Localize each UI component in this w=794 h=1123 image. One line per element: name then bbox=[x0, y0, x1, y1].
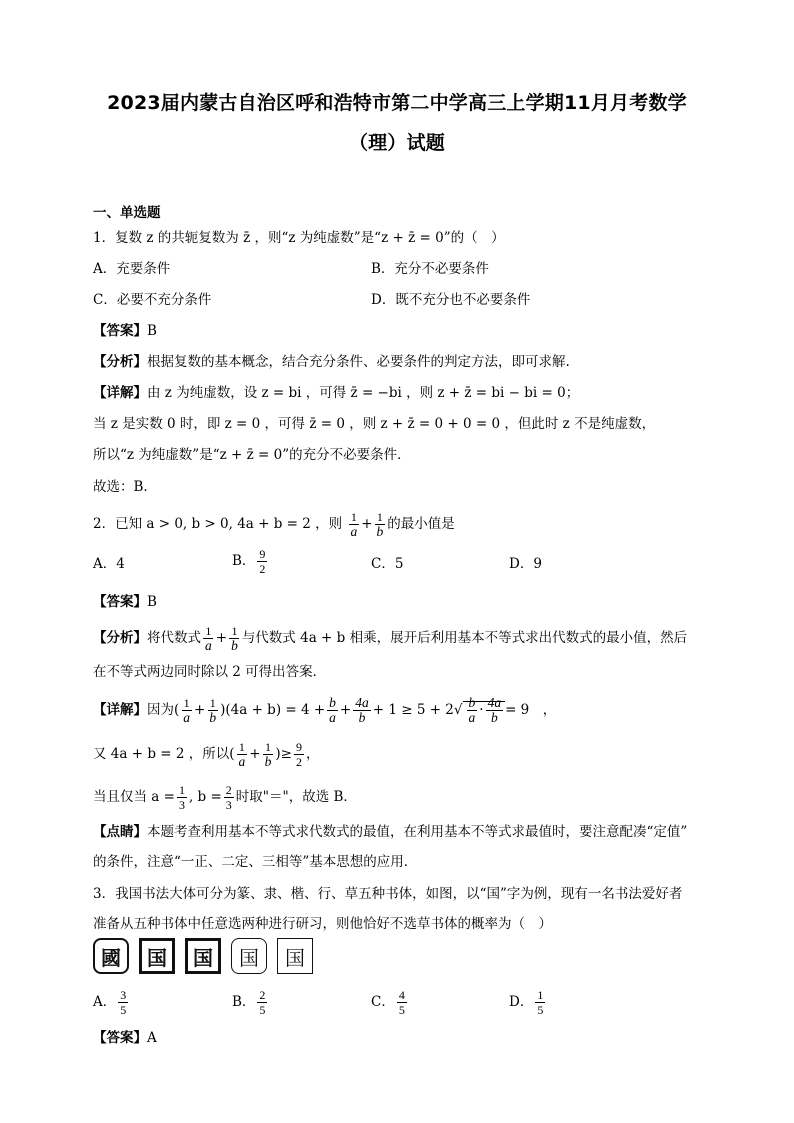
detail2-text-a: 又 4a + b = 2 ，所以 bbox=[93, 746, 230, 762]
q2-option-a: A．4 bbox=[93, 556, 125, 572]
fraction-1-over-3: $\frac{1}{3}$ bbox=[178, 783, 185, 812]
answer-tag: 【答案】 bbox=[93, 594, 147, 610]
q3-option-d bbox=[509, 988, 547, 1017]
q2-option-c: C．5 bbox=[371, 556, 404, 572]
q1-option-a: A．充要条件 bbox=[93, 261, 171, 277]
detail3-text-a: 当且仅当 a = bbox=[93, 789, 175, 805]
seal-script-glyph: 國 bbox=[93, 938, 129, 974]
fraction-4a-over-b: $\frac{4a}{b}$ bbox=[355, 695, 369, 725]
exam-title-line1: 2023届内蒙古自治区呼和浩特市第二中学高三上学期11月月考数学 bbox=[107, 92, 687, 114]
q3-answer bbox=[93, 1028, 157, 1048]
cursive-script-glyph: 国 bbox=[277, 938, 313, 974]
calligraphy-glyph-row bbox=[93, 938, 313, 974]
detail-text-c: + 1 ≥ 5 + 2 bbox=[372, 702, 454, 718]
q3-option-d-den: 5 bbox=[537, 1003, 544, 1017]
clerical-script-glyph: 国 bbox=[139, 938, 175, 974]
q3-option-c-label: C． bbox=[371, 994, 395, 1010]
detail-text: 由 z 为纯虚数，设 z = bi ，可得 z̄ = −bi ，则 z + z̄ = bi − bi = 0； bbox=[147, 385, 580, 401]
detail-text-b: (4a + b) = 4 + bbox=[225, 702, 326, 718]
analysis-tag: 【分析】 bbox=[93, 354, 147, 370]
fraction-2-over-3: $\frac{2}{3}$ bbox=[225, 783, 232, 812]
fraction-1-over-a: $\frac{1}{a}$ bbox=[350, 510, 358, 539]
fraction-1-over-a: $\frac{1}{a}$ bbox=[205, 624, 212, 653]
q1-option-c: C．必要不充分条件 bbox=[93, 292, 212, 308]
q2-detail-1: 【详解】因为( $\frac{1}{a}$ + $\frac{1}{b}$ )(4a + b) = 4 + $\frac{b}{a}$ + $\frac{4a}{b}$ + 1 ≥ 5 + 2√ $\frac{b}{a}$ · $\frac{4a}{b}$ = 9 ， bbox=[93, 695, 557, 725]
q1-option-d: D．既不充分也不必要条件 bbox=[371, 292, 531, 308]
fraction-1-over-b: $\frac{1}{b}$ bbox=[209, 696, 217, 725]
fraction-1-over-b: $\frac{1}{b}$ bbox=[376, 510, 384, 539]
q2-stem: 2．已知 a > 0, b > 0, 4a + b = 2 ，则 $\frac{1}{a}$ + $\frac{1}{b}$ 的最小值是 bbox=[93, 510, 455, 539]
q2-option-b bbox=[232, 547, 269, 576]
fraction-1-over-b: $\frac{1}{b}$ bbox=[231, 624, 238, 653]
q2-stem-b: 的最小值是 bbox=[387, 516, 455, 532]
q1-analysis bbox=[93, 352, 570, 372]
q3-option-d-label: D． bbox=[509, 994, 534, 1010]
section-heading: 一、单选题 bbox=[93, 205, 161, 221]
sqrt-body: $\frac{b}{a}$ · $\frac{4a}{b}$ bbox=[463, 701, 506, 718]
q1-detail-1 bbox=[93, 383, 579, 403]
comment-tag: 【点睛】 bbox=[93, 824, 147, 840]
q2-comment-1 bbox=[93, 822, 687, 842]
analysis-tag: 【分析】 bbox=[93, 630, 147, 646]
detail-tag: 【详解】 bbox=[93, 385, 147, 401]
q2-analysis-2: 在不等式两边同时除以 2 可得出答案． bbox=[93, 664, 327, 680]
q3-option-c-den: 5 bbox=[398, 1003, 405, 1017]
q1-option-b: B．充分不必要条件 bbox=[371, 261, 489, 277]
analysis-text-a: 将代数式 bbox=[147, 630, 201, 646]
q1-stem: 1．复数 z 的共轭复数为 z̄ ，则“z 为纯虚数”是“z + z̄ = 0”的（ ） bbox=[93, 230, 505, 246]
regular-script-glyph: 国 bbox=[185, 938, 221, 974]
q2-option-b-num: 9 bbox=[259, 547, 266, 561]
q1-detail-3: 所以“z 为纯虚数”是“z + z̄ = 0”的充分不必要条件． bbox=[93, 447, 411, 463]
q1-detail-2: 当 z 是实数 0 时，即 z = 0 ，可得 z̄ = 0 ，则 z + z̄ = 0 + 0 = 0 ，但此时 z 不是纯虚数， bbox=[93, 416, 656, 432]
q3-option-a-den: 5 bbox=[120, 1003, 127, 1017]
fraction-1-over-a: $\frac{1}{a}$ bbox=[183, 696, 191, 725]
q3-option-a-num: 3 bbox=[120, 988, 127, 1002]
fraction-1-over-b: $\frac{1}{b}$ bbox=[264, 740, 272, 769]
fraction-1-over-a: $\frac{1}{a}$ bbox=[238, 740, 246, 769]
detail2-text-c: ， bbox=[305, 746, 320, 762]
answer-tag: 【答案】 bbox=[93, 323, 147, 339]
analysis-text-b: 与代数式 4a + b 相乘，展开后利用基本不等式求出代数式的最小值，然后 bbox=[241, 630, 688, 646]
q3-option-a bbox=[93, 988, 130, 1017]
q3-option-d-num: 1 bbox=[537, 988, 544, 1002]
q2-detail-2: 又 4a + b = 2 ，所以( $\frac{1}{a}$ + $\frac{1}{b}$ )≥ $\frac{9}{2}$ ， bbox=[93, 740, 320, 769]
fraction-b-over-a: $\frac{b}{a}$ bbox=[329, 695, 336, 725]
fraction-9-over-2: $\frac{9}{2}$ bbox=[295, 740, 302, 769]
q3-option-b-num: 2 bbox=[259, 988, 266, 1002]
q3-option-b-label: B． bbox=[232, 994, 256, 1010]
q3-option-b bbox=[232, 988, 269, 1017]
detail3-text-b: , b = bbox=[188, 789, 222, 805]
q3-option-a-label: A． bbox=[93, 994, 117, 1010]
q3-stem-1: 3．我国书法大体可分为篆、隶、楷、行、草五种书体，如图，以“国”字为例，现有一名书法爱好者 bbox=[93, 886, 683, 902]
q1-answer bbox=[93, 321, 157, 341]
answer-tag: 【答案】 bbox=[93, 1030, 147, 1046]
analysis-text: 根据复数的基本概念，结合充分条件、必要条件的判定方法，即可求解. bbox=[147, 354, 570, 370]
q3-option-b-den: 5 bbox=[259, 1003, 266, 1017]
q1-detail-4: 故选：B. bbox=[93, 479, 148, 495]
exam-title-line2: （理）试题 bbox=[348, 132, 445, 154]
q2-option-b-fraction bbox=[257, 547, 267, 576]
comment-text-1: 本题考查利用基本不等式求代数式的最值，在利用基本不等式求最值时，要注意配凑“定值” bbox=[147, 824, 688, 840]
q2-comment-2: 的条件，注意“一正、二定、三相等”基本思想的应用． bbox=[93, 854, 418, 870]
running-script-glyph: 国 bbox=[231, 938, 267, 974]
detail-tag: 【详解】 bbox=[93, 702, 147, 718]
q2-answer bbox=[93, 592, 157, 612]
q2-analysis: 【分析】将代数式 $\frac{1}{a}$ + $\frac{1}{b}$ 与代数式 4a + b 相乘，展开后利用基本不等式求出代数式的最小值，然后 bbox=[93, 624, 688, 653]
detail-text-d: = 9 ， bbox=[505, 702, 557, 718]
q3-option-c-num: 4 bbox=[398, 988, 405, 1002]
q2-option-b-label: B． bbox=[232, 553, 256, 569]
q2-detail-3 bbox=[93, 783, 357, 812]
q2-stem-a: 2．已知 a > 0, b > 0, 4a + b = 2 ，则 bbox=[93, 516, 343, 532]
q3-option-c bbox=[371, 988, 409, 1017]
answer-value: A bbox=[147, 1030, 157, 1046]
q2-option-d: D．9 bbox=[509, 556, 542, 572]
sqrt-sign-icon: √ bbox=[453, 702, 463, 718]
detail2-text-b: ≥ bbox=[280, 746, 292, 762]
answer-value: B bbox=[147, 594, 157, 610]
detail-text-a: 因为 bbox=[147, 702, 174, 718]
answer-value: B bbox=[147, 323, 157, 339]
q3-stem-2: 准备从五种书体中任意选两种进行研习，则他恰好不选草书体的概率为（ ） bbox=[93, 916, 552, 932]
detail3-text-c: 时取"＝"，故选 B． bbox=[235, 789, 357, 805]
q2-option-b-den: 2 bbox=[259, 562, 266, 576]
